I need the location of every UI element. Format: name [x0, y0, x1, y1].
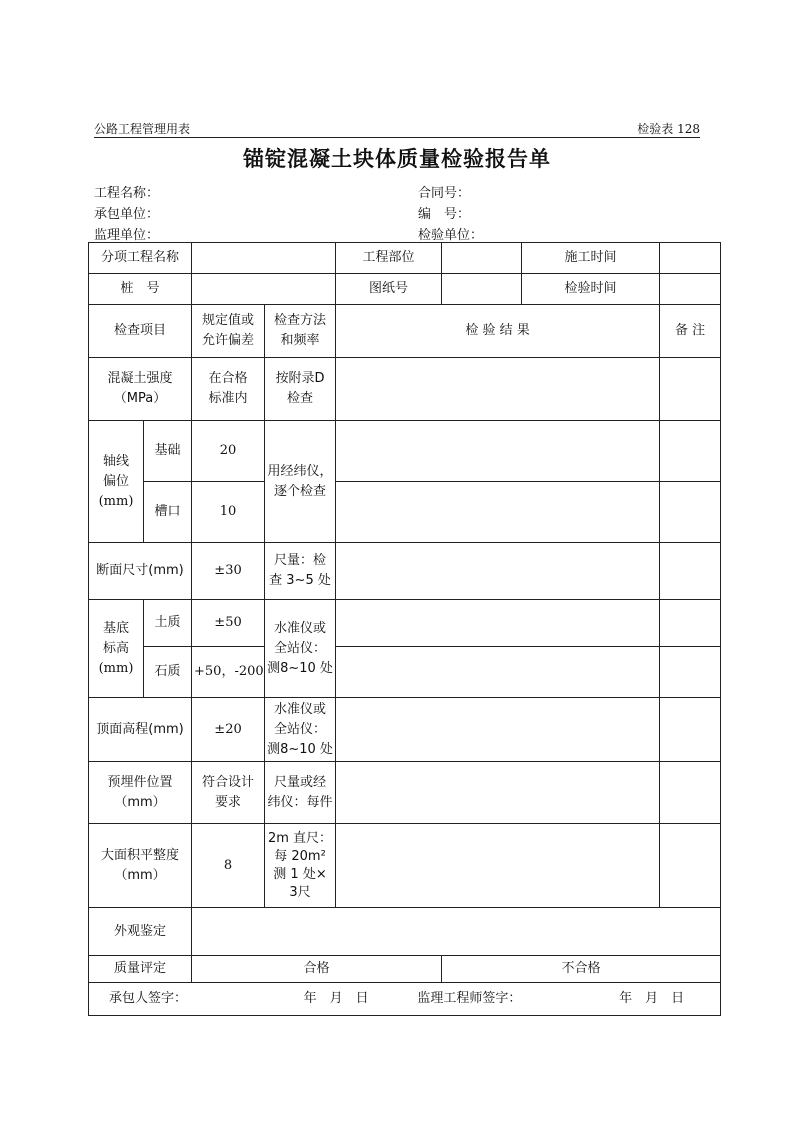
spec-embedded-position: 符合设计 要求	[192, 762, 265, 824]
contractor-sign-label: 承包人签字：	[108, 991, 187, 1006]
quality-fail[interactable]: 不合格	[442, 956, 721, 983]
quality-label: 质量评定	[89, 956, 192, 983]
remark-concrete-strength[interactable]	[660, 358, 721, 421]
result-section-size[interactable]	[336, 543, 660, 600]
signature-table	[89, 989, 720, 1009]
method-concrete-strength: 按附录D 检查	[265, 358, 336, 421]
item-section-size: 断面尺寸(mm)	[89, 543, 192, 600]
inspection-time-label: 检验时间	[522, 274, 660, 305]
method-section-size: 尺量：检 查 3~5 处	[265, 543, 336, 600]
signature-row	[89, 983, 721, 1016]
project-name-label: 工程名称：	[94, 186, 160, 201]
form-category: 公路工程管理用表	[94, 122, 191, 136]
remark-soil[interactable]	[660, 600, 721, 647]
result-concrete-strength[interactable]	[336, 358, 660, 421]
stake-no-value[interactable]	[192, 274, 336, 305]
spec-soil: ±50	[192, 600, 265, 647]
result-flatness[interactable]	[336, 824, 660, 908]
appearance-label: 外观鉴定	[89, 908, 192, 956]
spec-groove: 10	[192, 482, 265, 543]
serial-no-label: 编 号：	[418, 207, 471, 222]
method-embedded-position: 尺量或经 纬仪：每件	[265, 762, 336, 824]
method-flatness: 2m 直尺： 每 20m² 测 1 处× 3尺	[265, 824, 336, 908]
spec-rock: +50，-200	[192, 647, 265, 698]
result-groove[interactable]	[336, 482, 660, 543]
remark-embedded-position[interactable]	[660, 762, 721, 824]
item-axis-offset: 轴线 偏位 (mm)	[89, 421, 144, 543]
project-part-value[interactable]	[442, 243, 522, 274]
engineer-sign-label: 监理工程师签字：	[417, 991, 522, 1006]
spec-concrete-strength: 在合格 标准内	[192, 358, 265, 421]
project-part-label: 工程部位	[336, 243, 442, 274]
method-top-elevation: 水准仪或 全站仪： 测8~10 处	[265, 698, 336, 762]
inspection-table	[88, 242, 721, 1016]
stake-no-label: 桩 号	[89, 274, 192, 305]
result-top-elevation[interactable]	[336, 698, 660, 762]
col-header-item: 检查项目	[89, 305, 192, 358]
inspection-unit-label: 检验单位：	[418, 228, 484, 243]
contractor-sign-date[interactable]: 年 月 日	[303, 991, 369, 1006]
form-number: 检验表 128	[637, 122, 700, 136]
drawing-no-label: 图纸号	[336, 274, 442, 305]
col-header-remark: 备 注	[660, 305, 721, 358]
result-soil[interactable]	[336, 600, 660, 647]
sub-project-name-label: 分项工程名称	[89, 243, 192, 274]
remark-groove[interactable]	[660, 482, 721, 543]
item-base-elevation: 基底 标高 (mm)	[89, 600, 144, 698]
result-rock[interactable]	[336, 647, 660, 698]
remark-top-elevation[interactable]	[660, 698, 721, 762]
supervisor-label: 监理单位：	[94, 228, 160, 243]
sub-item-foundation: 基础	[144, 421, 192, 482]
spec-flatness: 8	[192, 824, 265, 908]
construction-time-label: 施工时间	[522, 243, 660, 274]
inspection-time-value[interactable]	[660, 274, 721, 305]
contractor-label: 承包单位：	[94, 207, 160, 222]
engineer-sign-date[interactable]: 年 月 日	[619, 991, 685, 1006]
drawing-no-value[interactable]	[442, 274, 522, 305]
method-base-elevation: 水准仪或 全站仪： 测8~10 处	[265, 600, 336, 698]
appearance-value[interactable]	[192, 908, 721, 956]
result-foundation[interactable]	[336, 421, 660, 482]
method-axis-offset: 用经纬仪， 逐个检查	[265, 421, 336, 543]
page-title: 锚锭混凝土块体质量检验报告单	[243, 146, 551, 171]
sub-item-rock: 石质	[144, 647, 192, 698]
remark-flatness[interactable]	[660, 824, 721, 908]
col-header-method: 检查方法 和频率	[265, 305, 336, 358]
spec-foundation: 20	[192, 421, 265, 482]
remark-section-size[interactable]	[660, 543, 721, 600]
remark-foundation[interactable]	[660, 421, 721, 482]
item-concrete-strength: 混凝土强度 （MPa）	[89, 358, 192, 421]
item-flatness: 大面积平整度 （mm）	[89, 824, 192, 908]
spec-section-size: ±30	[192, 543, 265, 600]
result-embedded-position[interactable]	[336, 762, 660, 824]
remark-rock[interactable]	[660, 647, 721, 698]
form-header	[94, 119, 700, 138]
sub-item-groove: 槽口	[144, 482, 192, 543]
col-header-spec: 规定值或 允许偏差	[192, 305, 265, 358]
spec-top-elevation: ±20	[192, 698, 265, 762]
item-top-elevation: 顶面高程(mm)	[89, 698, 192, 762]
col-header-result: 检 验 结 果	[336, 305, 660, 358]
item-embedded-position: 预埋件位置 （mm）	[89, 762, 192, 824]
sub-project-name-value[interactable]	[192, 243, 336, 274]
quality-pass[interactable]: 合格	[192, 956, 442, 983]
construction-time-value[interactable]	[660, 243, 721, 274]
sub-item-soil: 土质	[144, 600, 192, 647]
contract-no-label: 合同号：	[418, 186, 471, 201]
